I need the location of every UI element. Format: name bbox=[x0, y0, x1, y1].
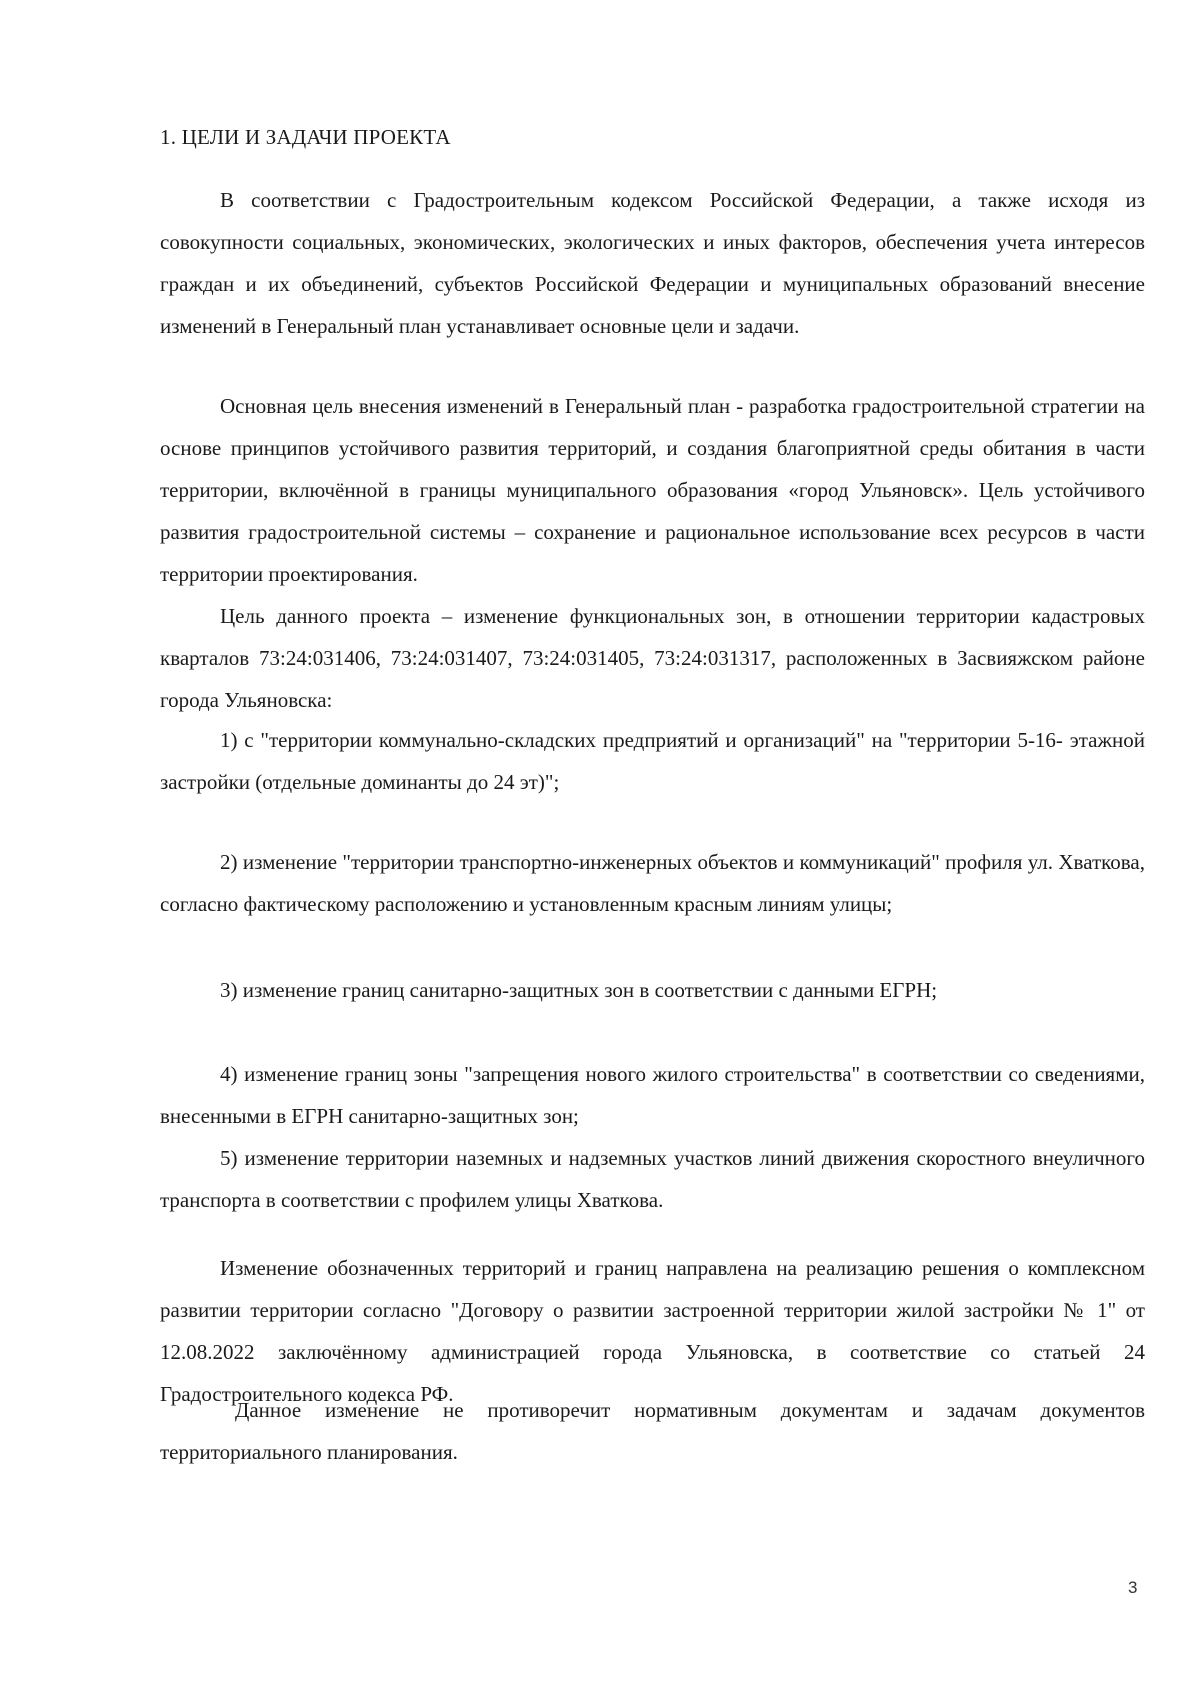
paragraph-conclusion: Данное изменение не противоречит нормативным документам и задачам документов территориального планирования. bbox=[160, 1398, 1145, 1464]
page-number: 3 bbox=[1128, 1578, 1138, 1597]
paragraph-intro: В соответствии с Градостроительным кодексом Российской Федерации, а также исходя из совокупности социальных, экономических, экологических и иных факторов, обеспечения учета интересов граждан и их объединений, субъектов Российской Федерации и муниципальных образований внесение изменений в Генеральный план устанавливает основные цели и задачи. bbox=[160, 188, 1145, 338]
section-heading: 1. ЦЕЛИ И ЗАДАЧИ ПРОЕКТА bbox=[160, 125, 451, 149]
list-item-1: 1) с "территории коммунально-складских предприятий и организаций" на "территории 5-16- этажной застройки (отдельные доминанты до 24 эт)"; bbox=[160, 728, 1145, 794]
paragraph-main-goal: Основная цель внесения изменений в Генеральный план - разработка градостроительной стратегии на основе принципов устойчивого развития территорий, и создания благоприятной среды обитания в части территории, включённой в границы муниципального образования «город Ульяновск». Цель устойчивого развития градостроительной системы – сохранение и рациональное использование всех ресурсов в части территории проектирования. bbox=[160, 394, 1145, 586]
list-item-3: 3) изменение границ санитарно-защитных зон в соответствии с данными ЕГРН; bbox=[220, 978, 938, 1002]
list-item-4: 4) изменение границ зоны "запрещения нового жилого строительства" в соответствии со сведениями, внесенными в ЕГРН санитарно-защитных зон; bbox=[160, 1062, 1145, 1128]
paragraph-implementation: Изменение обозначенных территорий и границ направлена на реализацию решения о комплексном развитии территории согласно "Договору о развитии застроенной территории жилой застройки № 1" от 12.08.2022 заключённому администрацией города Ульяновска, в соответствие со статьей 24 Градостроительного кодекса РФ. bbox=[160, 1256, 1145, 1406]
list-item-2: 2) изменение "территории транспортно-инженерных объектов и коммуникаций" профиля ул. Хваткова, согласно фактическому расположению и установленным красным линиям улицы; bbox=[160, 850, 1145, 916]
paragraph-project-goal: Цель данного проекта – изменение функциональных зон, в отношении территории кадастровых кварталов 73:24:031406, 73:24:031407, 73:24:031405, 73:24:031317, расположенных в Засвияжском районе города Ульяновска: bbox=[160, 604, 1145, 712]
list-item-5: 5) изменение территории наземных и надземных участков линий движения скоростного внеуличного транспорта в соответствии с профилем улицы Хваткова. bbox=[160, 1146, 1145, 1212]
